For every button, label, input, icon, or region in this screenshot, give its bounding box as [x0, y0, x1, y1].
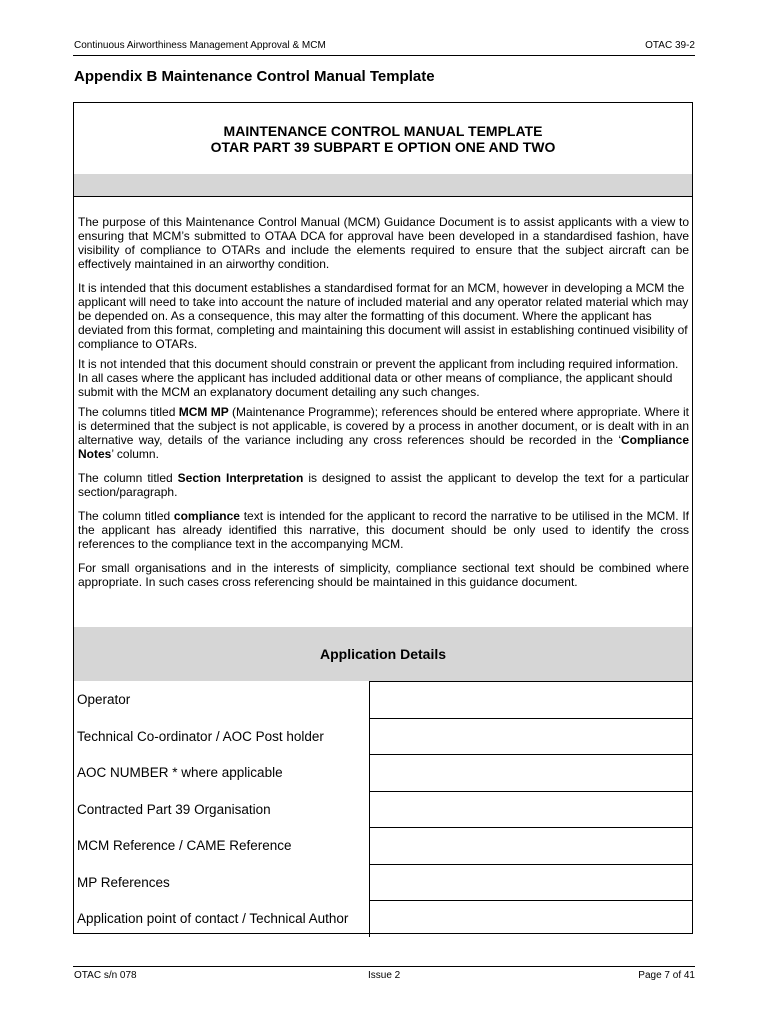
header-left-text: Continuous Airworthiness Management Approval & MCM [74, 40, 326, 51]
p5-text-c: is designed to assist the applicant to develop the text for a particular section/paragraph. [78, 471, 690, 499]
application-details-table [74, 681, 692, 937]
p6-text-a: The column titled [78, 509, 174, 523]
row-label-technical-coordinator: Technical Co-ordinator / AOC Post holder [77, 728, 324, 744]
paragraph-compliance [78, 509, 689, 551]
row-label-aoc-number: AOC NUMBER * where applicable [77, 765, 283, 781]
p4-text-a: The columns titled [78, 405, 179, 419]
p5-bold: Section Interpretation [177, 471, 304, 485]
p4-bold-compliance-notes: Compliance Notes [78, 433, 689, 461]
footer-page-number: Page 7 of 41 [638, 970, 695, 981]
table-row [74, 682, 692, 719]
header-right-text: OTAC 39-2 [645, 40, 695, 51]
contracted-organisation-field[interactable] [370, 791, 693, 828]
footer-rule [73, 966, 695, 967]
aoc-number-field[interactable] [370, 755, 693, 792]
technical-coordinator-field[interactable] [370, 718, 693, 755]
p4-bold-mcm-mp: MCM MP [178, 405, 229, 419]
row-label-contracted-organisation: Contracted Part 39 Organisation [77, 801, 271, 817]
row-label-mcm-reference: MCM Reference / CAME Reference [77, 838, 292, 854]
page-header [74, 40, 695, 54]
p6-bold: compliance [173, 509, 240, 523]
row-label-mp-references: MP References [77, 874, 170, 890]
paragraph-section-interpretation [78, 471, 689, 499]
template-heading-line2: OTAR PART 39 SUBPART E OPTION ONE AND TWO [210, 138, 556, 155]
paragraph-small-organisations: For small organisations and in the interests of simplicity, compliance sectional text should be combined where appropriate. In such cases cross referencing should be maintained in this guidance document. [78, 561, 689, 589]
row-label-point-of-contact: Application point of contact / Technical Author [77, 911, 349, 926]
table-row [74, 718, 692, 755]
table-row [74, 755, 692, 792]
template-heading-line1: MAINTENANCE CONTROL MANUAL TEMPLATE [223, 122, 543, 139]
operator-field[interactable] [370, 682, 693, 719]
table-row [74, 828, 692, 865]
header-rule [73, 55, 695, 56]
paragraph-constraint: It is not intended that this document should constrain or prevent the applicant from including required information. In all cases where the applicant has included additional data or other means of compliance, the applicant should submit with the MCM an explanatory document detailing any such changes. [78, 357, 679, 399]
page-footer [74, 970, 695, 984]
paragraph-mcm-mp [78, 405, 689, 461]
mp-references-field[interactable] [370, 864, 693, 901]
p4-text-e: ’ column. [111, 447, 159, 461]
paragraph-purpose: The purpose of this Maintenance Control Manual (MCM) Guidance Document is to assist applicants with a view to ensuring that MCM’s submitted to OTAA DCA for approval have been developed in a standardised fashion, have visibility of compliance to OTARs and include the elements required to ensure that the subject aircraft can be effectively maintained in an airworthy condition. [78, 215, 689, 271]
application-details-heading: Application Details [74, 627, 692, 681]
p4-text-c: (Maintenance Programme); references should be entered where appropriate. Where it is determined that the subject is not applicable, is covered by a process in another document, or is dealt with in an alternative way, details of the variance including any cross references should be recorded in the ‘ [78, 405, 689, 447]
p5-text-a: The column titled [78, 471, 178, 485]
table-row [74, 864, 692, 901]
template-heading [74, 103, 692, 175]
table-row [74, 901, 692, 937]
mcm-reference-field[interactable] [370, 828, 693, 865]
footer-issue: Issue 2 [368, 970, 401, 981]
footer-serial: OTAC s/n 078 [74, 970, 137, 981]
guidance-text [78, 215, 689, 599]
grey-band [74, 174, 692, 197]
table-row [74, 791, 692, 828]
appendix-title: Appendix B Maintenance Control Manual Template [74, 68, 435, 85]
paragraph-format: It is intended that this document establishes a standardised format for an MCM, however in developing a MCM the applicant will need to take into account the nature of included material and any operator related material which may be depended on. As a consequence, this may alter the formatting of this document. Where the applicant has deviated from this format, completing and maintaining this document will assist in establishing continued visibility of compliance to OTARs. [78, 281, 689, 351]
row-label-operator: Operator [77, 692, 131, 708]
point-of-contact-field[interactable] [370, 901, 693, 937]
p6-text-c: text is intended for the applicant to record the narrative to be utilised in the MCM. If the applicant has already identified this narrative, this document should be only used to identify the cross references to the compliance text in the accompanying MCM. [78, 509, 689, 551]
template-frame [73, 102, 693, 934]
